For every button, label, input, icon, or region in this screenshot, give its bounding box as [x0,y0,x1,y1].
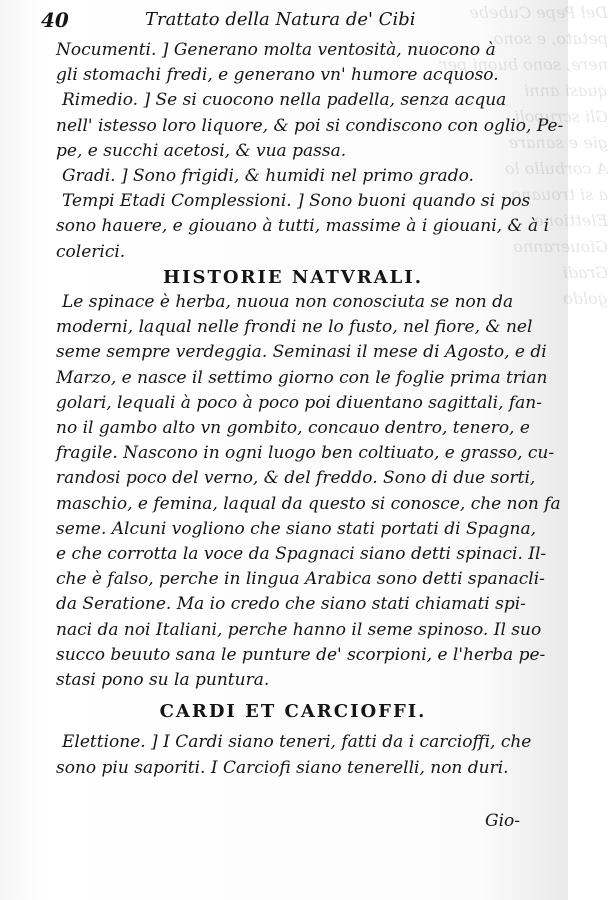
text-line: golari, lequali à poco à poco poi diuentano sagittali, fan- [56,392,543,413]
text-line: seme sempre verdeggia. Seminasi il mese di Agosto, e di [56,342,547,363]
text-line: Marzo, e nasce il settimo giorno con le foglie prima trian [56,367,548,388]
section-heading: CARDI ET CARCIOFFI. [159,701,427,723]
text-line: Rimedio. ] Se si cuocono nella padella, senza acqua [62,90,507,111]
text-line: che è falso, perche in lingua Arabica sono detti spanacli- [56,569,545,590]
page-number: 40 [41,8,69,32]
text-line: Gradi. ] Sono frigidi, & humidi nel primo grado. [62,166,474,187]
text-line: Nocumenti. ] Generano molta ventosità, nuocono à [56,40,496,60]
section-heading: HISTORIE NATVRALI. [163,266,423,288]
text-line: da Seratione. Ma io credo che siano stati chiamati spi- [56,594,526,615]
text-line: moderni, laqual nelle frondi ne lo fusto, nel fiore, & nel [56,317,533,338]
show-through-text: Del Pepe Cubebe petato, e sono nere, sono buoni per quasi anni Gli scrupoli gie e sanare A corbullo lo a si trouano Elettione Gioueranno Gradi goldo [440,3,608,308]
text-line: sono piu saporiti. I Carciofi siano tenerelli, non duri. [56,757,509,778]
text-line: nell' istesso loro liquore, & poi si condiscono con oglio, Pe- [56,115,564,136]
text-line: Elettione. ] I Cardi siano teneri, fatti da i carcioffi, che [62,732,532,753]
text-line: Le spinace è herba, nuoua non conosciuta se non da [62,292,514,313]
text-line: seme. Alcuni vogliono che siano stati portati di Spagna, [56,518,536,539]
text-line: succo beuuto sana le punture de' scorpioni, e l'herba pe- [56,644,546,665]
text-line: maschio, e femina, laqual da questo si conosce, che non fa [56,493,561,514]
text-line: stasi pono su la puntura. [56,670,270,691]
page-header [41,8,541,38]
text-line: sono hauere, e giouano à tutti, massime à i giouani, & à i [56,216,549,237]
text-line: pe, e succhi acetosi, & vua passa. [56,140,347,161]
catchword: Gio- [485,811,520,831]
text-line: randosi poco del verno, & del freddo. Sono di due sorti, [56,468,536,489]
running-title: Trattato della Natura de' Cibi [145,9,416,30]
text-line: fragile. Nascono in ogni luogo ben coltiuato, e grasso, cu- [56,443,555,464]
text-line: e che corrotta la voce da Spagnaci siano detti spinaci. Il- [56,544,547,565]
text-line: gli stomachi fredi, e generano vn' humore acquoso. [56,65,499,86]
text-line: naci da noi Italiani, perche hanno il seme spinoso. Il suo [56,619,542,640]
text-line: Tempi Etadi Complessioni. ] Sono buoni quando si pos [62,191,531,212]
text-line: colerici. [56,241,126,262]
text-line: no il gambo alto vn gombito, concauo dentro, tenero, e [56,418,530,439]
